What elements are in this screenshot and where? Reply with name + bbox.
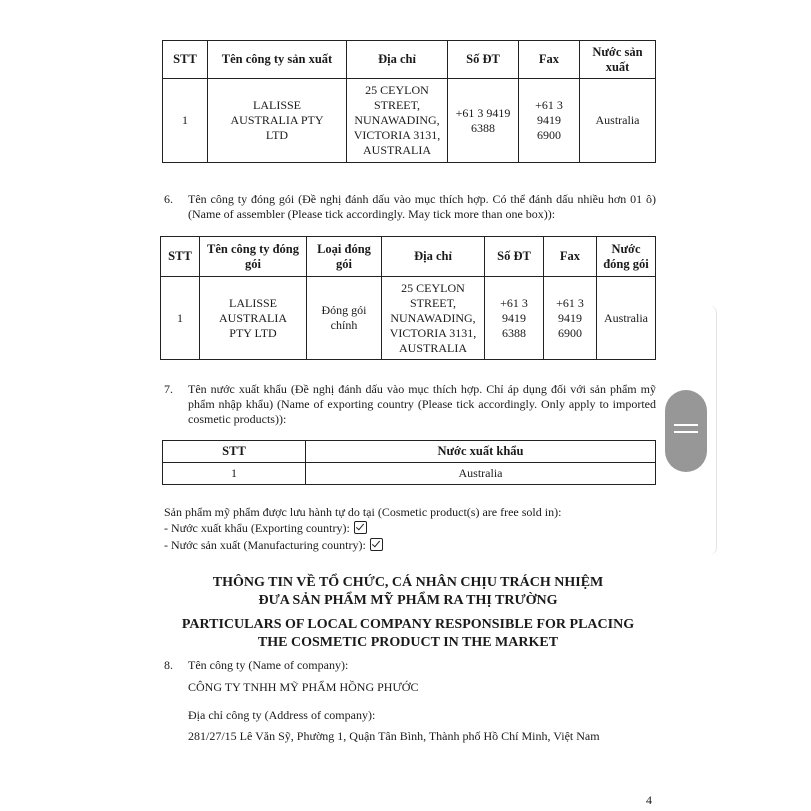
cell-address: 25 CEYLON STREET, NUNAWADING, VICTORIA 3131, AUSTRALIA	[347, 79, 448, 163]
col-header-company: Tên công ty đóng gói	[200, 237, 307, 277]
cell-country: Australia	[597, 277, 656, 360]
cell-company: LALISSE AUSTRALIA PTY LTD	[200, 277, 307, 360]
page-number: 4	[646, 793, 652, 807]
cell-stt: 1	[163, 463, 306, 485]
cell-fax: +61 3 9419 6900	[544, 277, 597, 360]
cell-fax: +61 3 9419 6900	[519, 79, 580, 163]
cell-stt: 1	[161, 277, 200, 360]
cell-stt: 1	[163, 79, 208, 163]
free-sale-manufacturing	[164, 538, 383, 553]
company-address-label: Địa chỉ công ty (Address of company):	[188, 708, 376, 722]
free-sale-exporting	[164, 521, 367, 536]
table-header-row	[163, 441, 656, 463]
heading-vi-line-2: ĐƯA SẢN PHẨM MỸ PHẨM RA THỊ TRƯỜNG	[258, 593, 558, 608]
scrollbar-handle[interactable]	[665, 390, 707, 472]
col-header-fax: Fax	[544, 237, 597, 277]
company-name-label: Tên công ty (Name of company):	[188, 658, 349, 672]
manufacturer-table	[162, 40, 656, 163]
checkmark-box-icon[interactable]	[354, 521, 367, 534]
scrollbar-track[interactable]	[706, 305, 717, 555]
col-header-address: Địa chỉ	[347, 41, 448, 79]
section-7-number: 7.	[164, 382, 173, 396]
company-address-value: 281/27/15 Lê Văn Sỹ, Phường 1, Quận Tân Bình, Thành phố Hồ Chí Minh, Việt Nam	[188, 729, 600, 743]
col-header-company: Tên công ty sản xuất	[208, 41, 347, 79]
free-sale-manufacturing-label: - Nước sản xuất (Manufacturing country):	[164, 538, 366, 552]
section-6-text: Tên công ty đóng gói (Đề nghị đánh dấu vào mục thích hợp. Có thể đánh dấu nhiều hơn 01 ô) (Name of assembler (Please tick accordingly. May tick more than one box)):	[188, 192, 656, 221]
section-7-text: Tên nước xuất khẩu (Đề nghị đánh dấu vào mục thích hợp. Chỉ áp dụng đối với sản phẩm mỹ phẩm nhập khẩu) (Name of exporting country (Please tick accordingly. Only apply to imported cosmetic products)):	[188, 382, 656, 426]
cell-country: Australia	[580, 79, 656, 163]
cell-company: LALISSE AUSTRALIA PTY LTD	[208, 79, 347, 163]
table-row	[163, 463, 656, 485]
col-header-stt: STT	[163, 41, 208, 79]
heading-en-line-1: PARTICULARS OF LOCAL COMPANY RESPONSIBLE FOR PLACING	[181, 617, 635, 632]
col-header-fax: Fax	[519, 41, 580, 79]
exporting-country-table	[162, 440, 656, 485]
table-header-row	[161, 237, 656, 277]
col-header-stt: STT	[163, 441, 306, 463]
free-sale-exporting-label: - Nước xuất khẩu (Exporting country):	[164, 521, 350, 535]
col-header-type: Loại đóng gói	[307, 237, 382, 277]
table-row	[161, 277, 656, 360]
col-header-country: Nước xuất khẩu	[306, 441, 656, 463]
company-name-value: CÔNG TY TNHH MỸ PHẨM HỒNG PHƯỚC	[188, 680, 419, 694]
heading-en-line-2: THE COSMETIC PRODUCT IN THE MARKET	[257, 635, 559, 650]
checkmark-box-icon[interactable]	[370, 538, 383, 551]
cell-type: Đóng gói chính	[307, 277, 382, 360]
cell-phone: +61 3 9419 6388	[448, 79, 519, 163]
cell-address: 25 CEYLON STREET, NUNAWADING, VICTORIA 3131, AUSTRALIA	[382, 277, 485, 360]
col-header-phone: Số ĐT	[448, 41, 519, 79]
heading-vi-line-1: THÔNG TIN VỀ TỔ CHỨC, CÁ NHÂN CHỊU TRÁCH NHIỆM	[212, 575, 604, 590]
section-8-number: 8.	[164, 658, 173, 672]
cell-phone: +61 3 9419 6388	[485, 277, 544, 360]
col-header-country: Nước đóng gói	[597, 237, 656, 277]
col-header-address: Địa chỉ	[382, 237, 485, 277]
col-header-country: Nước sản xuất	[580, 41, 656, 79]
table-row	[163, 79, 656, 163]
assembler-table	[160, 236, 656, 360]
col-header-stt: STT	[161, 237, 200, 277]
col-header-phone: Số ĐT	[485, 237, 544, 277]
table-header-row	[163, 41, 656, 79]
section-6-number: 6.	[164, 192, 173, 206]
cell-country: Australia	[306, 463, 656, 485]
free-sale-intro: Sản phẩm mỹ phẩm được lưu hành tự do tại (Cosmetic product(s) are free sold in):	[164, 505, 562, 519]
